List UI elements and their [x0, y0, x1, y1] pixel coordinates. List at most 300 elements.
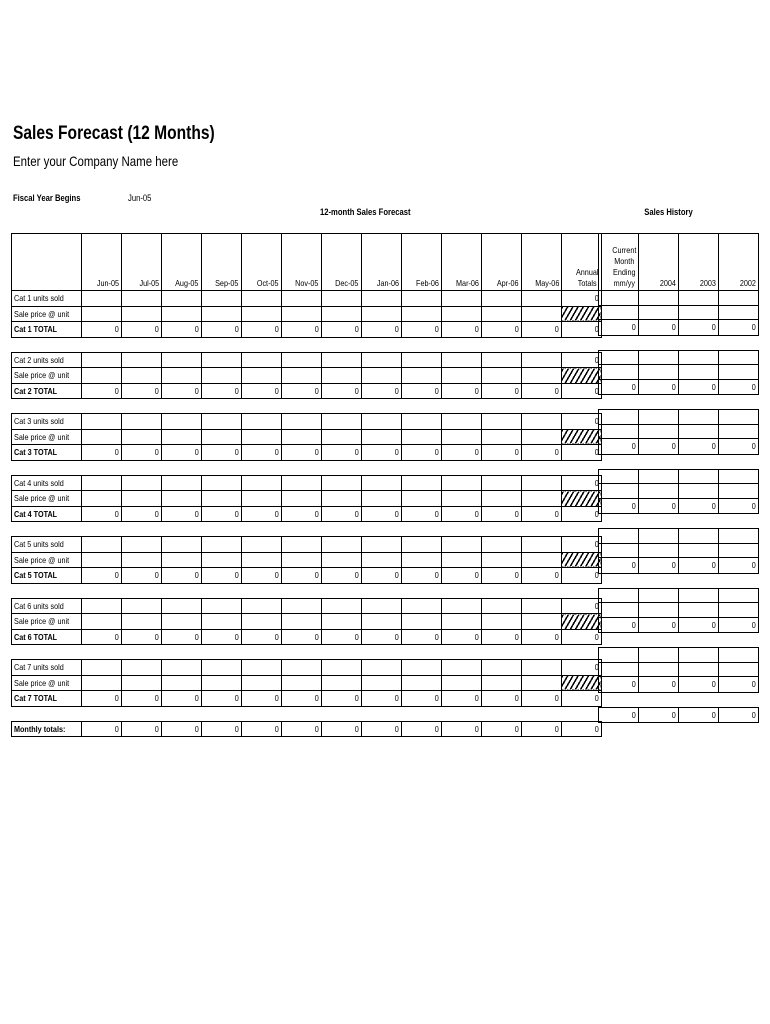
history-input-cell[interactable] [679, 484, 719, 499]
history-input-cell[interactable] [599, 529, 639, 544]
spacer-cell [561, 522, 601, 537]
units-input-cell[interactable] [81, 414, 121, 430]
current-month-header-line: mm/yy [613, 278, 635, 288]
history-input-cell[interactable] [639, 543, 679, 558]
category-total-cell: 0 [481, 322, 521, 338]
history-input-cell[interactable] [599, 305, 639, 320]
history-input-cell[interactable] [599, 469, 639, 484]
units-input-cell[interactable] [521, 598, 561, 614]
price-input-cell[interactable] [321, 368, 361, 384]
price-input-cell[interactable] [361, 552, 401, 568]
units-input-cell[interactable] [201, 660, 241, 676]
sale-price-row [12, 552, 602, 568]
category-total-cell: 0 [361, 383, 401, 399]
price-input-cell[interactable] [521, 675, 561, 691]
price-input-cell[interactable] [81, 306, 121, 322]
history-input-cell[interactable] [599, 603, 639, 618]
units-sold-label: Cat 3 units sold [12, 414, 82, 430]
price-input-cell[interactable] [521, 429, 561, 445]
price-input-cell[interactable] [441, 429, 481, 445]
price-input-cell[interactable] [401, 429, 441, 445]
category-total-cell: 0 [321, 629, 361, 645]
price-input-cell[interactable] [121, 491, 161, 507]
history-input-cell[interactable] [719, 588, 759, 603]
units-input-cell[interactable] [361, 475, 401, 491]
price-input-cell[interactable] [441, 614, 481, 630]
price-input-cell[interactable] [361, 306, 401, 322]
units-input-cell[interactable] [281, 537, 321, 553]
spacer-cell [599, 514, 639, 529]
price-input-cell[interactable] [521, 491, 561, 507]
history-input-cell[interactable] [679, 662, 719, 677]
units-input-cell[interactable] [441, 352, 481, 368]
units-input-cell[interactable] [281, 352, 321, 368]
price-input-cell[interactable] [441, 552, 481, 568]
history-units-row [599, 469, 759, 484]
history-input-cell[interactable] [719, 662, 759, 677]
units-input-cell[interactable] [321, 537, 361, 553]
spacer-cell [321, 706, 361, 721]
price-input-cell[interactable] [321, 675, 361, 691]
history-input-cell[interactable] [639, 603, 679, 618]
price-input-cell[interactable] [241, 491, 281, 507]
spacer-cell [521, 522, 561, 537]
history-input-cell[interactable] [719, 648, 759, 663]
history-input-cell[interactable] [639, 484, 679, 499]
price-input-cell[interactable] [281, 429, 321, 445]
price-input-cell[interactable] [481, 675, 521, 691]
units-input-cell[interactable] [281, 414, 321, 430]
units-input-cell[interactable] [481, 537, 521, 553]
price-input-cell[interactable] [121, 552, 161, 568]
price-input-cell[interactable] [81, 491, 121, 507]
units-input-cell[interactable] [481, 352, 521, 368]
history-input-cell[interactable] [639, 305, 679, 320]
price-input-cell[interactable] [81, 429, 121, 445]
history-input-cell[interactable] [599, 424, 639, 439]
price-input-cell[interactable] [281, 675, 321, 691]
category-total-cell: 0 [121, 506, 161, 522]
category-total-cell: 0 [201, 506, 241, 522]
units-input-cell[interactable] [401, 537, 441, 553]
units-input-cell[interactable] [361, 352, 401, 368]
spacer-cell [321, 337, 361, 352]
units-sold-row [12, 291, 602, 307]
units-input-cell[interactable] [121, 475, 161, 491]
history-input-cell[interactable] [719, 529, 759, 544]
spacer-cell [361, 583, 401, 598]
spacer-row [12, 645, 602, 660]
spacer-cell [281, 522, 321, 537]
history-input-cell[interactable] [719, 365, 759, 380]
history-input-cell[interactable] [599, 410, 639, 425]
category-total-cell: 0 [281, 568, 321, 584]
price-input-cell[interactable] [441, 368, 481, 384]
history-input-cell[interactable] [599, 543, 639, 558]
history-input-cell[interactable] [679, 424, 719, 439]
price-input-cell[interactable] [321, 614, 361, 630]
price-input-cell[interactable] [401, 491, 441, 507]
units-input-cell[interactable] [121, 598, 161, 614]
units-input-cell[interactable] [201, 475, 241, 491]
history-input-cell[interactable] [679, 291, 719, 306]
price-input-cell[interactable] [241, 306, 281, 322]
units-input-cell[interactable] [481, 414, 521, 430]
history-input-cell[interactable] [679, 350, 719, 365]
price-input-cell[interactable] [401, 368, 441, 384]
category-total-cell: 0 [201, 383, 241, 399]
units-input-cell[interactable] [401, 414, 441, 430]
units-sold-label: Cat 1 units sold [12, 291, 82, 307]
price-input-cell[interactable] [81, 552, 121, 568]
units-input-cell[interactable] [481, 475, 521, 491]
price-input-cell[interactable] [281, 614, 321, 630]
history-input-cell[interactable] [599, 484, 639, 499]
units-sold-row [12, 660, 602, 676]
spacer-cell [639, 633, 679, 648]
price-input-cell[interactable] [121, 675, 161, 691]
units-input-cell[interactable] [401, 598, 441, 614]
spacer-cell [441, 337, 481, 352]
hatched-cell [561, 552, 601, 568]
units-input-cell[interactable] [121, 291, 161, 307]
history-input-cell[interactable] [679, 365, 719, 380]
price-input-cell[interactable] [281, 368, 321, 384]
price-input-cell[interactable] [241, 614, 281, 630]
history-input-cell[interactable] [639, 350, 679, 365]
units-input-cell[interactable] [441, 475, 481, 491]
category-total-cell: 0 [161, 383, 201, 399]
units-input-cell[interactable] [481, 660, 521, 676]
units-input-cell[interactable] [281, 475, 321, 491]
history-input-cell[interactable] [679, 305, 719, 320]
month-header-cell: Sep-05 [201, 234, 241, 291]
price-input-cell[interactable] [481, 491, 521, 507]
history-units-row [599, 529, 759, 544]
units-input-cell[interactable] [321, 660, 361, 676]
price-input-cell[interactable] [481, 306, 521, 322]
monthly-total-cell: 0 [401, 721, 441, 737]
category-total-cell: 0 [481, 506, 521, 522]
units-input-cell[interactable] [241, 660, 281, 676]
spacer-row [12, 399, 602, 414]
units-input-cell[interactable] [121, 537, 161, 553]
price-input-cell[interactable] [161, 306, 201, 322]
price-input-cell[interactable] [161, 675, 201, 691]
price-input-cell[interactable] [361, 491, 401, 507]
units-input-cell[interactable] [361, 291, 401, 307]
history-input-cell[interactable] [679, 469, 719, 484]
history-total-cell: 0 [639, 498, 679, 514]
hatched-cell [561, 614, 601, 630]
units-input-cell[interactable] [401, 660, 441, 676]
fiscal-year-value[interactable]: Jun-05 [128, 193, 152, 203]
company-name-field[interactable]: Enter your Company Name here [13, 153, 179, 169]
units-input-cell[interactable] [241, 537, 281, 553]
price-input-cell[interactable] [281, 306, 321, 322]
spacer-cell [241, 645, 281, 660]
history-input-cell[interactable] [719, 603, 759, 618]
units-input-cell[interactable] [321, 598, 361, 614]
monthly-total-cell: 0 [481, 721, 521, 737]
history-total-cell: 0 [599, 558, 639, 574]
history-input-cell[interactable] [599, 648, 639, 663]
price-input-cell[interactable] [201, 552, 241, 568]
price-input-cell[interactable] [161, 552, 201, 568]
price-input-cell[interactable] [521, 552, 561, 568]
price-input-cell[interactable] [201, 429, 241, 445]
price-input-cell[interactable] [121, 429, 161, 445]
price-input-cell[interactable] [241, 429, 281, 445]
price-input-cell[interactable] [361, 368, 401, 384]
history-input-cell[interactable] [719, 424, 759, 439]
price-input-cell[interactable] [481, 614, 521, 630]
category-total-cell: 0 [361, 568, 401, 584]
units-input-cell[interactable] [121, 352, 161, 368]
units-input-cell[interactable] [201, 352, 241, 368]
price-input-cell[interactable] [481, 429, 521, 445]
monthly-total-cell: 0 [441, 721, 481, 737]
units-input-cell[interactable] [241, 598, 281, 614]
units-input-cell[interactable] [81, 537, 121, 553]
units-input-cell[interactable] [441, 598, 481, 614]
spacer-cell [361, 399, 401, 414]
history-input-cell[interactable] [679, 648, 719, 663]
history-total-cell: 0 [679, 498, 719, 514]
units-input-cell[interactable] [121, 414, 161, 430]
units-input-cell[interactable] [521, 352, 561, 368]
price-input-cell[interactable] [241, 552, 281, 568]
history-monthly-totals-row [599, 707, 759, 723]
history-input-cell[interactable] [639, 291, 679, 306]
history-input-cell[interactable] [679, 410, 719, 425]
price-input-cell[interactable] [521, 368, 561, 384]
sale-price-row [12, 306, 602, 322]
units-input-cell[interactable] [481, 598, 521, 614]
history-input-cell[interactable] [639, 365, 679, 380]
units-input-cell[interactable] [241, 352, 281, 368]
history-input-cell[interactable] [599, 350, 639, 365]
units-input-cell[interactable] [81, 291, 121, 307]
units-input-cell[interactable] [361, 660, 401, 676]
history-input-cell[interactable] [719, 543, 759, 558]
price-input-cell[interactable] [81, 614, 121, 630]
history-total-cell: 0 [599, 439, 639, 455]
units-input-cell[interactable] [161, 291, 201, 307]
price-input-cell[interactable] [201, 368, 241, 384]
price-input-cell[interactable] [201, 306, 241, 322]
price-input-cell[interactable] [201, 614, 241, 630]
units-input-cell[interactable] [161, 537, 201, 553]
price-input-cell[interactable] [521, 306, 561, 322]
units-input-cell[interactable] [281, 598, 321, 614]
category-total-row [12, 445, 602, 461]
category-total-cell: 0 [361, 506, 401, 522]
price-input-cell[interactable] [441, 491, 481, 507]
units-sold-row [12, 598, 602, 614]
history-total-cell: 0 [679, 558, 719, 574]
spacer-cell [561, 645, 601, 660]
spacer-cell [401, 645, 441, 660]
units-input-cell[interactable] [401, 291, 441, 307]
units-input-cell[interactable] [121, 660, 161, 676]
units-input-cell[interactable] [361, 598, 401, 614]
units-input-cell[interactable] [361, 414, 401, 430]
units-input-cell[interactable] [161, 475, 201, 491]
units-input-cell[interactable] [281, 291, 321, 307]
units-input-cell[interactable] [321, 291, 361, 307]
category-total-cell: 0 [321, 383, 361, 399]
history-input-cell[interactable] [599, 291, 639, 306]
category-annual-total-cell: 0 [561, 691, 601, 707]
price-input-cell[interactable] [481, 552, 521, 568]
history-input-cell[interactable] [639, 529, 679, 544]
price-input-cell[interactable] [161, 368, 201, 384]
price-input-cell[interactable] [401, 306, 441, 322]
price-input-cell[interactable] [401, 552, 441, 568]
units-input-cell[interactable] [521, 414, 561, 430]
history-input-cell[interactable] [719, 484, 759, 499]
price-input-cell[interactable] [201, 491, 241, 507]
history-total-cell: 0 [639, 320, 679, 336]
units-input-cell[interactable] [441, 291, 481, 307]
units-input-cell[interactable] [161, 660, 201, 676]
history-price-row [599, 484, 759, 499]
price-input-cell[interactable] [281, 491, 321, 507]
spacer-cell [679, 454, 719, 469]
price-input-cell[interactable] [161, 614, 201, 630]
units-input-cell[interactable] [81, 475, 121, 491]
price-input-cell[interactable] [81, 368, 121, 384]
price-input-cell[interactable] [281, 552, 321, 568]
units-input-cell[interactable] [161, 598, 201, 614]
history-input-cell[interactable] [639, 648, 679, 663]
units-input-cell[interactable] [401, 475, 441, 491]
history-input-cell[interactable] [679, 529, 719, 544]
category-total-cell: 0 [521, 383, 561, 399]
history-monthly-total-cell: 0 [599, 707, 639, 723]
price-input-cell[interactable] [321, 429, 361, 445]
spacer-cell [401, 522, 441, 537]
month-header-cell: Apr-06 [481, 234, 521, 291]
price-input-cell[interactable] [481, 368, 521, 384]
price-input-cell[interactable] [121, 368, 161, 384]
units-input-cell[interactable] [441, 414, 481, 430]
history-input-cell[interactable] [719, 291, 759, 306]
price-input-cell[interactable] [121, 306, 161, 322]
units-sold-label: Cat 4 units sold [12, 475, 82, 491]
price-input-cell[interactable] [361, 614, 401, 630]
history-input-cell[interactable] [679, 543, 719, 558]
category-total-cell: 0 [201, 629, 241, 645]
category-total-cell: 0 [161, 322, 201, 338]
monthly-total-cell: 0 [321, 721, 361, 737]
units-input-cell[interactable] [241, 414, 281, 430]
category-total-cell: 0 [441, 629, 481, 645]
units-input-cell[interactable] [241, 475, 281, 491]
history-total-cell: 0 [639, 379, 679, 395]
history-input-cell[interactable] [719, 305, 759, 320]
price-input-cell[interactable] [241, 675, 281, 691]
monthly-totals-label: Monthly totals: [12, 721, 82, 737]
units-input-cell[interactable] [481, 291, 521, 307]
price-input-cell[interactable] [401, 614, 441, 630]
price-input-cell[interactable] [201, 675, 241, 691]
price-input-cell[interactable] [241, 368, 281, 384]
units-input-cell[interactable] [281, 660, 321, 676]
history-input-cell[interactable] [639, 662, 679, 677]
history-input-cell[interactable] [719, 350, 759, 365]
units-input-cell[interactable] [201, 598, 241, 614]
price-input-cell[interactable] [401, 675, 441, 691]
price-input-cell[interactable] [361, 429, 401, 445]
price-input-cell[interactable] [161, 491, 201, 507]
year-header-cell: 2004 [639, 234, 679, 291]
price-input-cell[interactable] [361, 675, 401, 691]
units-input-cell[interactable] [201, 414, 241, 430]
units-input-cell[interactable] [321, 352, 361, 368]
units-input-cell[interactable] [161, 352, 201, 368]
price-input-cell[interactable] [81, 675, 121, 691]
units-input-cell[interactable] [441, 660, 481, 676]
history-input-cell[interactable] [679, 603, 719, 618]
price-input-cell[interactable] [441, 675, 481, 691]
annual-units-cell: 0 [561, 475, 601, 491]
units-input-cell[interactable] [201, 537, 241, 553]
price-input-cell[interactable] [321, 552, 361, 568]
units-input-cell[interactable] [401, 352, 441, 368]
spacer-cell [241, 399, 281, 414]
category-total-cell: 0 [201, 322, 241, 338]
history-input-cell[interactable] [679, 588, 719, 603]
history-input-cell[interactable] [639, 588, 679, 603]
units-sold-label: Cat 7 units sold [12, 660, 82, 676]
history-input-cell[interactable] [639, 410, 679, 425]
spacer-cell [321, 645, 361, 660]
price-input-cell[interactable] [321, 306, 361, 322]
units-input-cell[interactable] [521, 660, 561, 676]
history-input-cell[interactable] [639, 469, 679, 484]
units-input-cell[interactable] [161, 414, 201, 430]
price-input-cell[interactable] [521, 614, 561, 630]
price-input-cell[interactable] [321, 491, 361, 507]
units-input-cell[interactable] [81, 352, 121, 368]
history-input-cell[interactable] [719, 469, 759, 484]
units-input-cell[interactable] [201, 291, 241, 307]
price-input-cell[interactable] [121, 614, 161, 630]
monthly-total-cell: 0 [121, 721, 161, 737]
units-input-cell[interactable] [321, 414, 361, 430]
history-input-cell[interactable] [719, 410, 759, 425]
units-input-cell[interactable] [81, 598, 121, 614]
price-input-cell[interactable] [161, 429, 201, 445]
units-input-cell[interactable] [441, 537, 481, 553]
units-input-cell[interactable] [241, 291, 281, 307]
price-input-cell[interactable] [441, 306, 481, 322]
units-input-cell[interactable] [521, 291, 561, 307]
history-input-cell[interactable] [599, 662, 639, 677]
units-input-cell[interactable] [521, 475, 561, 491]
history-input-cell[interactable] [599, 365, 639, 380]
sale-price-row [12, 368, 602, 384]
units-input-cell[interactable] [81, 660, 121, 676]
spacer-cell [12, 645, 82, 660]
units-input-cell[interactable] [361, 537, 401, 553]
history-input-cell[interactable] [599, 588, 639, 603]
units-input-cell[interactable] [521, 537, 561, 553]
history-input-cell[interactable] [639, 424, 679, 439]
units-input-cell[interactable] [321, 475, 361, 491]
